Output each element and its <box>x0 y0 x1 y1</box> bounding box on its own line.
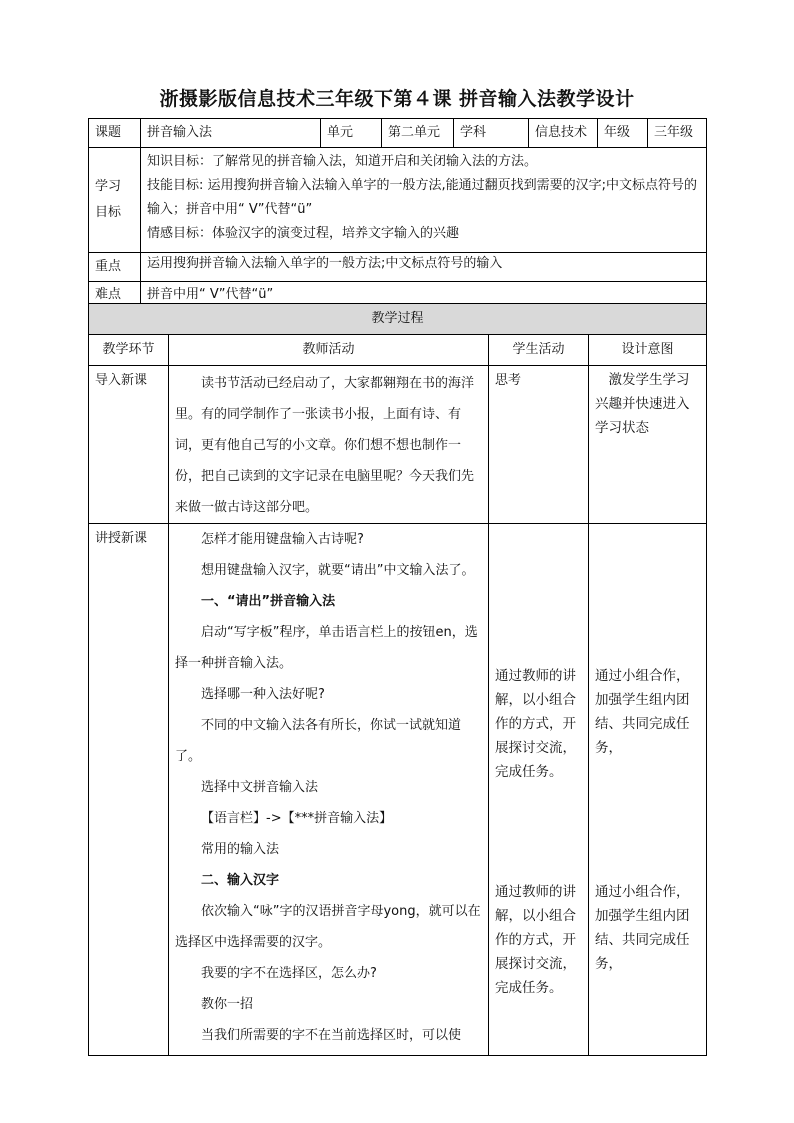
topic-value: 拼音输入法 <box>141 119 321 148</box>
document-title: 浙摄影版信息技术三年级下第４课 拼音输入法教学设计 <box>159 88 635 110</box>
objectives-content <box>141 148 707 253</box>
intro-row <box>89 366 707 524</box>
intro-teacher-cell <box>169 366 489 524</box>
teacher-paragraph: 当我们所需要的字不在当前选择区时，可以使 <box>201 1028 462 1043</box>
new-purpose-cell <box>589 524 707 1056</box>
skill-objective: 技能目标: 运用搜狗拼音输入法输入单字的一般方法,能通过翻页找到需要的汉字;中文标点符号的输入；拼音中用“ V”代替“ü” <box>147 178 698 217</box>
objectives-row <box>89 148 707 253</box>
subject-value: 信息技术 <box>529 119 598 148</box>
student-activity-1: 通过教师的讲解，以小组合作的方式，开展探讨交流，完成任务。 <box>495 668 576 780</box>
process-table <box>88 303 707 1056</box>
teacher-paragraph: 教你一招 <box>201 997 254 1012</box>
topic-label: 课题 <box>89 119 141 148</box>
key-points-label: 重点 <box>89 253 141 282</box>
column-header: 教学环节 <box>89 335 169 366</box>
difficulties-value: 拼音中用“ V”代替“ü” <box>141 282 707 309</box>
teacher-paragraph: 【语言栏】->【***拼音输入法】 <box>201 811 393 826</box>
unit-value: 第二单元 <box>382 119 454 148</box>
new-lesson-row <box>89 524 707 1056</box>
teacher-paragraph: 怎样才能用键盘输入古诗呢? <box>201 532 364 547</box>
column-header: 设计意图 <box>589 335 707 366</box>
column-header: 教师活动 <box>169 335 489 366</box>
info-table <box>88 118 707 309</box>
new-stage: 讲授新课 <box>89 524 169 1056</box>
info-row <box>89 119 707 148</box>
process-heading: 教学过程 <box>89 304 707 335</box>
teacher-paragraph: 想用键盘输入汉字，就要“请出”中文输入法了。 <box>201 563 475 578</box>
key-points-value: 运用搜狗拼音输入法输入单字的一般方法;中文标点符号的输入 <box>141 253 707 282</box>
design-purpose-1: 通过小组合作，加强学生组内团结、共同完成任务， <box>595 668 690 756</box>
grade-label: 年级 <box>598 119 648 148</box>
emotion-objective: 情感目标：体验汉字的演变过程，培养文字输入的兴趣 <box>147 226 460 241</box>
intro-student: 思考 <box>489 366 589 524</box>
section-heading: 二、输入汉字 <box>201 873 280 888</box>
new-student-cell <box>489 524 589 1056</box>
key-points-row <box>89 253 707 282</box>
new-teacher-cell <box>169 524 489 1056</box>
objectives-label-line1: 学习 <box>95 179 122 194</box>
grade-value: 三年级 <box>648 119 707 148</box>
objectives-label-line2: 目标 <box>95 205 122 220</box>
knowledge-objective: 知识目标：了解常见的拼音输入法，知道开启和关闭输入法的方法。 <box>147 154 538 169</box>
unit-label: 单元 <box>321 119 382 148</box>
teacher-paragraph: 常用的输入法 <box>201 842 280 857</box>
teacher-paragraph: 选择中文拼音输入法 <box>201 780 319 795</box>
intro-teacher-text: 读书节活动已经启动了，大家都翱翔在书的海洋里。有的同学制作了一张读书小报，上面有诗、有词，更有他自己写的小文章。你们想不想也制作一份，把自己读到的文字记录在电脑里呢？今天我们先来做一做古诗这部分吧。 <box>175 376 475 515</box>
design-purpose-2: 通过小组合作，加强学生组内团结、共同完成任务， <box>595 884 690 972</box>
intro-purpose-text: 激发学生学习兴趣并快速进入学习状态 <box>595 372 690 436</box>
teacher-paragraph: 启动“写字板”程序，单击语言栏上的按钮en，选择一种拼音输入法。 <box>175 625 478 671</box>
student-activity-2: 通过教师的讲解，以小组合作的方式，开展探讨交流，完成任务。 <box>495 884 576 996</box>
column-header: 学生活动 <box>489 335 589 366</box>
process-header-row <box>89 335 707 366</box>
teacher-paragraph: 不同的中文输入法各有所长，你试一试就知道了。 <box>175 718 462 764</box>
teacher-paragraph: 我要的字不在选择区，怎么办? <box>201 966 377 981</box>
teacher-paragraph: 依次输入“咏”字的汉语拼音字母yong，就可以在选择区中选择需要的汉字。 <box>175 904 481 950</box>
section-heading: 一、“请出”拼音输入法 <box>201 594 336 609</box>
difficulties-label: 难点 <box>89 282 141 309</box>
objectives-label <box>89 148 141 253</box>
subject-label: 学科 <box>454 119 529 148</box>
intro-purpose <box>589 366 707 524</box>
intro-stage: 导入新课 <box>89 366 169 524</box>
teacher-paragraph: 选择哪一种入法好呢? <box>201 687 325 702</box>
